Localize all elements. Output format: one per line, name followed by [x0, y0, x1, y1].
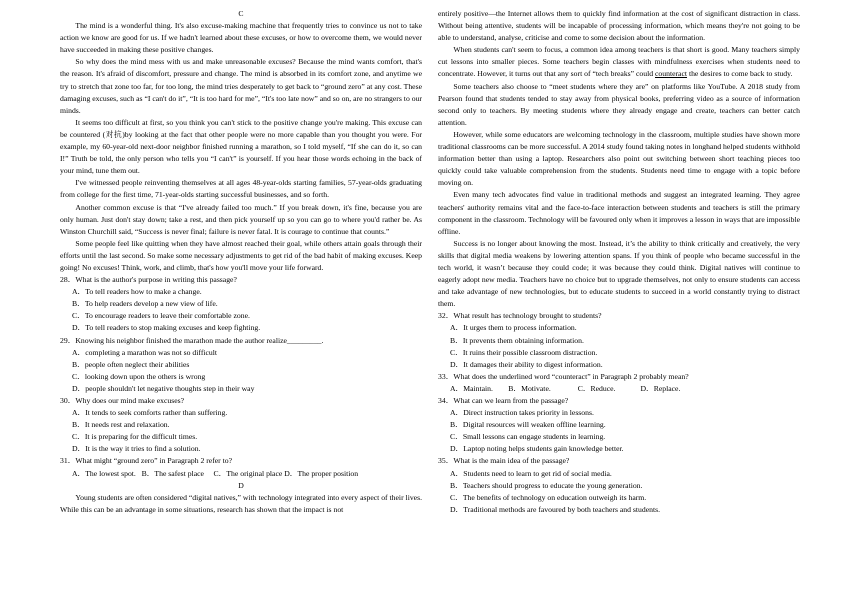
underlined-word-counteract: counteract [655, 69, 688, 79]
question-28-options [60, 286, 422, 334]
question-35: 35．What is the main idea of the passage? [438, 456, 570, 466]
option-30b: B．It needs rest and relaxation. [72, 420, 170, 430]
passage-d-paragraph-1-end: entirely positive—the Internet allows them to quickly find information at the cost of significant distraction in class. Without being attentive, students will be incapable of processing information, which means they're not going to be able to understand, analyse, criticise and come to some decision about the information. [438, 9, 800, 43]
passage-d-paragraph-1-start: Young students are often considered “digital natives,” with technology integrated into every aspect of their lives. While this can be an advantage in some situations, research has shown that the impact is not [60, 492, 422, 514]
option-34b: B．Digital resources will weaken offline learning. [450, 420, 606, 430]
question-34: 34．What can we learn from the passage? [438, 396, 569, 405]
question-32: 32．What result has technology brought to students? [438, 311, 602, 321]
passage-c-paragraph-5: Another common excuse is that “I've already failed too much.” If you break down, it's fine, because you are only human. Just don't stay down; take a rest, and then pick yourself up so you can go to where you'd rather be. As Winston Churchill said, “Success is never final; failure is never fatal. It is courage to continue that counts.” [60, 202, 422, 236]
option-32c: C．It ruins their possible classroom distraction. [450, 347, 598, 357]
option-34d: D．Laptop noting helps students gain knowledge better. [450, 444, 624, 454]
question-35-options [438, 468, 800, 516]
section-d-heading: D [238, 480, 244, 490]
option-29c: C．looking down upon the others is wrong [72, 371, 206, 381]
option-30c: C．It is preparing for the difficult times. [72, 432, 198, 442]
passage-d-paragraph-3: Some teachers also choose to “meet students where they are” on platforms like YouTube. A 2018 study from Pearson found that students tended to stay away from physical books, preferring video as a source of information second only to teachers. By meeting students where they already engage and create, teachers can better catch attention. [438, 81, 800, 127]
option-30a: A．It tends to seek comforts rather than suffering. [72, 408, 228, 418]
question-29: 29．Knowing his neighbor finished the marathon made the author realize_________. [60, 335, 324, 345]
passage-d-paragraph-4: However, while some educators are welcoming technology in the classroom, multiple studies have shown more traditional classrooms can be more successful. A 2014 study found taking notes in longhand helped students withhold information better than using a laptop. Researchers also point out switching between short teaching pieces too quickly could take valuable comprehension from the students. Students need time to engage with a topic before moving on. [438, 129, 800, 188]
option-35c: C．The benefits of technology on education outweigh its harm. [450, 492, 647, 502]
passage-c-paragraph-6: Some people feel like quitting when they have almost reached their goal, while others attain goals through their efforts until the last second. So make some necessary adjustments to get rid of the bad habit of making excuses. Keep going! No excuses! Think, work, and climb, that's how you'll move your life forward. [60, 238, 422, 272]
left-column [60, 8, 422, 516]
question-31-options: A．The lowest spot. B．The safest place C．The original place D．The proper position [72, 468, 359, 478]
question-30: 30．Why does our mind make excuses? [60, 396, 185, 405]
question-28: 28．What is the author's purpose in writing this passage? [60, 275, 237, 285]
paragraph-2-text-after: the desires to come back to study. [687, 69, 793, 79]
question-34-options [438, 407, 800, 455]
paragraph-2-text-before: When students can't seem to focus, a common idea among teachers is that short is good. Many teachers simply cut lessons into smaller pieces. Some teachers begin classes with mindfulness exercises when students need to concentrate. However, it turns out that any sort of “tech breaks” could [438, 45, 800, 79]
option-28b: B．To help readers develop a new view of life. [72, 299, 218, 309]
passage-d-paragraph-2 [438, 44, 800, 80]
passage-c-paragraph-2: So why does the mind mess with us and make unreasonable excuses? Because the mind wants comfort, that's the reason. It's afraid of discomfort, pressure and change. The mind is absorbed in its comfort zone, and anytime we try to stretch that zone too far, for too long, the mind tries desperately to get back to “ground zero” at any cost. These damaging excuses, such as “I can't do it”, “It is too hard for me”, “It's too late now” and so on, are no strangers to our minds. [60, 57, 422, 115]
option-32d: D．It damages their ability to digest information. [450, 359, 603, 369]
option-35a: A．Students need to learn to get rid of social media. [450, 468, 612, 478]
option-28d: D．To tell readers to stop making excuses and keep fighting. [72, 323, 261, 333]
question-33-options: A．Maintain. B．Motivate. C．Reduce. D．Replace. [450, 383, 681, 393]
option-34c: C．Small lessons can engage students in learning. [450, 432, 606, 442]
option-34a: A．Direct instruction takes priority in lessons. [450, 408, 594, 418]
passage-c-paragraph-3: It seems too difficult at first, so you think you can't stick to the positive change you're making. This excuse can be countered (对抗)by looking at the fact that other people were no more capable than you thought you were. For example, my 60-year-old next-door neighbor finished running a marathon, so I told myself, “If she can do it, so can I!” Truth be told, the only person who tells you “I can't” is yourself. If you hear those words echoing in the back of your mind, tune them out. [60, 117, 422, 176]
option-32a: A．It urges them to process information. [450, 323, 577, 333]
passage-d-paragraph-5: Even many tech advocates find value in traditional methods and suggest an integrated learning. They agree teachers' authority remains vital and the face-to-face interaction between students and teachers is still the primary component in the classroom. Technology will be favoured only when it improves a lesson in ways that are impossible offline. [438, 190, 800, 236]
question-33: 33．What does the underlined word “counteract” in Paragraph 2 probably mean? [438, 371, 689, 381]
option-29d: D．people shouldn't let negative thoughts step in their way [72, 383, 255, 393]
passage-c-paragraph-1: The mind is a wonderful thing. It's also excuse-making machine that frequently tries to convince us not to take action we know are good for us. If we hadn't learned about these excuses, or how to overcome them, we would never have succeeded in making these positive changes. [60, 21, 422, 55]
passage-c-paragraph-4: I've witnessed people reinventing themselves at all ages 48-year-olds starting families, 57-year-olds graduating from college for the first time, 71-year-olds starting successful businesses, and so forth. [60, 178, 422, 200]
right-column [438, 8, 800, 516]
option-29b: B．people often neglect their abilities [72, 359, 190, 369]
question-32-options [438, 322, 800, 370]
option-32b: B．It prevents them obtaining information. [450, 335, 584, 345]
option-28a: A．To tell readers how to make a change. [72, 287, 202, 297]
passage-d-paragraph-6: Success is no longer about knowing the most. Instead, it’s the ability to think critically and creatively, the very skills that digital media weakens by lowering attention spans. If you think of people who became successful in the tech world, it wasn’t because they could code; it was because they could think. Digital natives will continue to eagerly adopt new media. Teachers have no choice but to upgrade themselves, not only to ensure students can access and take advantage of new technologies, but to educate students to succeed in a world constantly trying to distract them. [438, 238, 800, 309]
option-35d: D．Traditional methods are favoured by both teachers and students. [450, 504, 661, 514]
option-28c: C．To encourage readers to leave their comfortable zone. [72, 311, 250, 321]
question-30-options [60, 407, 422, 455]
question-29-options [60, 347, 422, 395]
option-30d: D．It is the way it tries to find a solution. [72, 444, 201, 454]
question-31: 31．What might “ground zero” in Paragraph 2 refer to? [60, 456, 233, 466]
section-c-heading: C [238, 9, 244, 18]
option-35b: B．Teachers should progress to educate the young generation. [450, 480, 643, 490]
option-29a: A．completing a marathon was not so difficult [72, 347, 218, 357]
